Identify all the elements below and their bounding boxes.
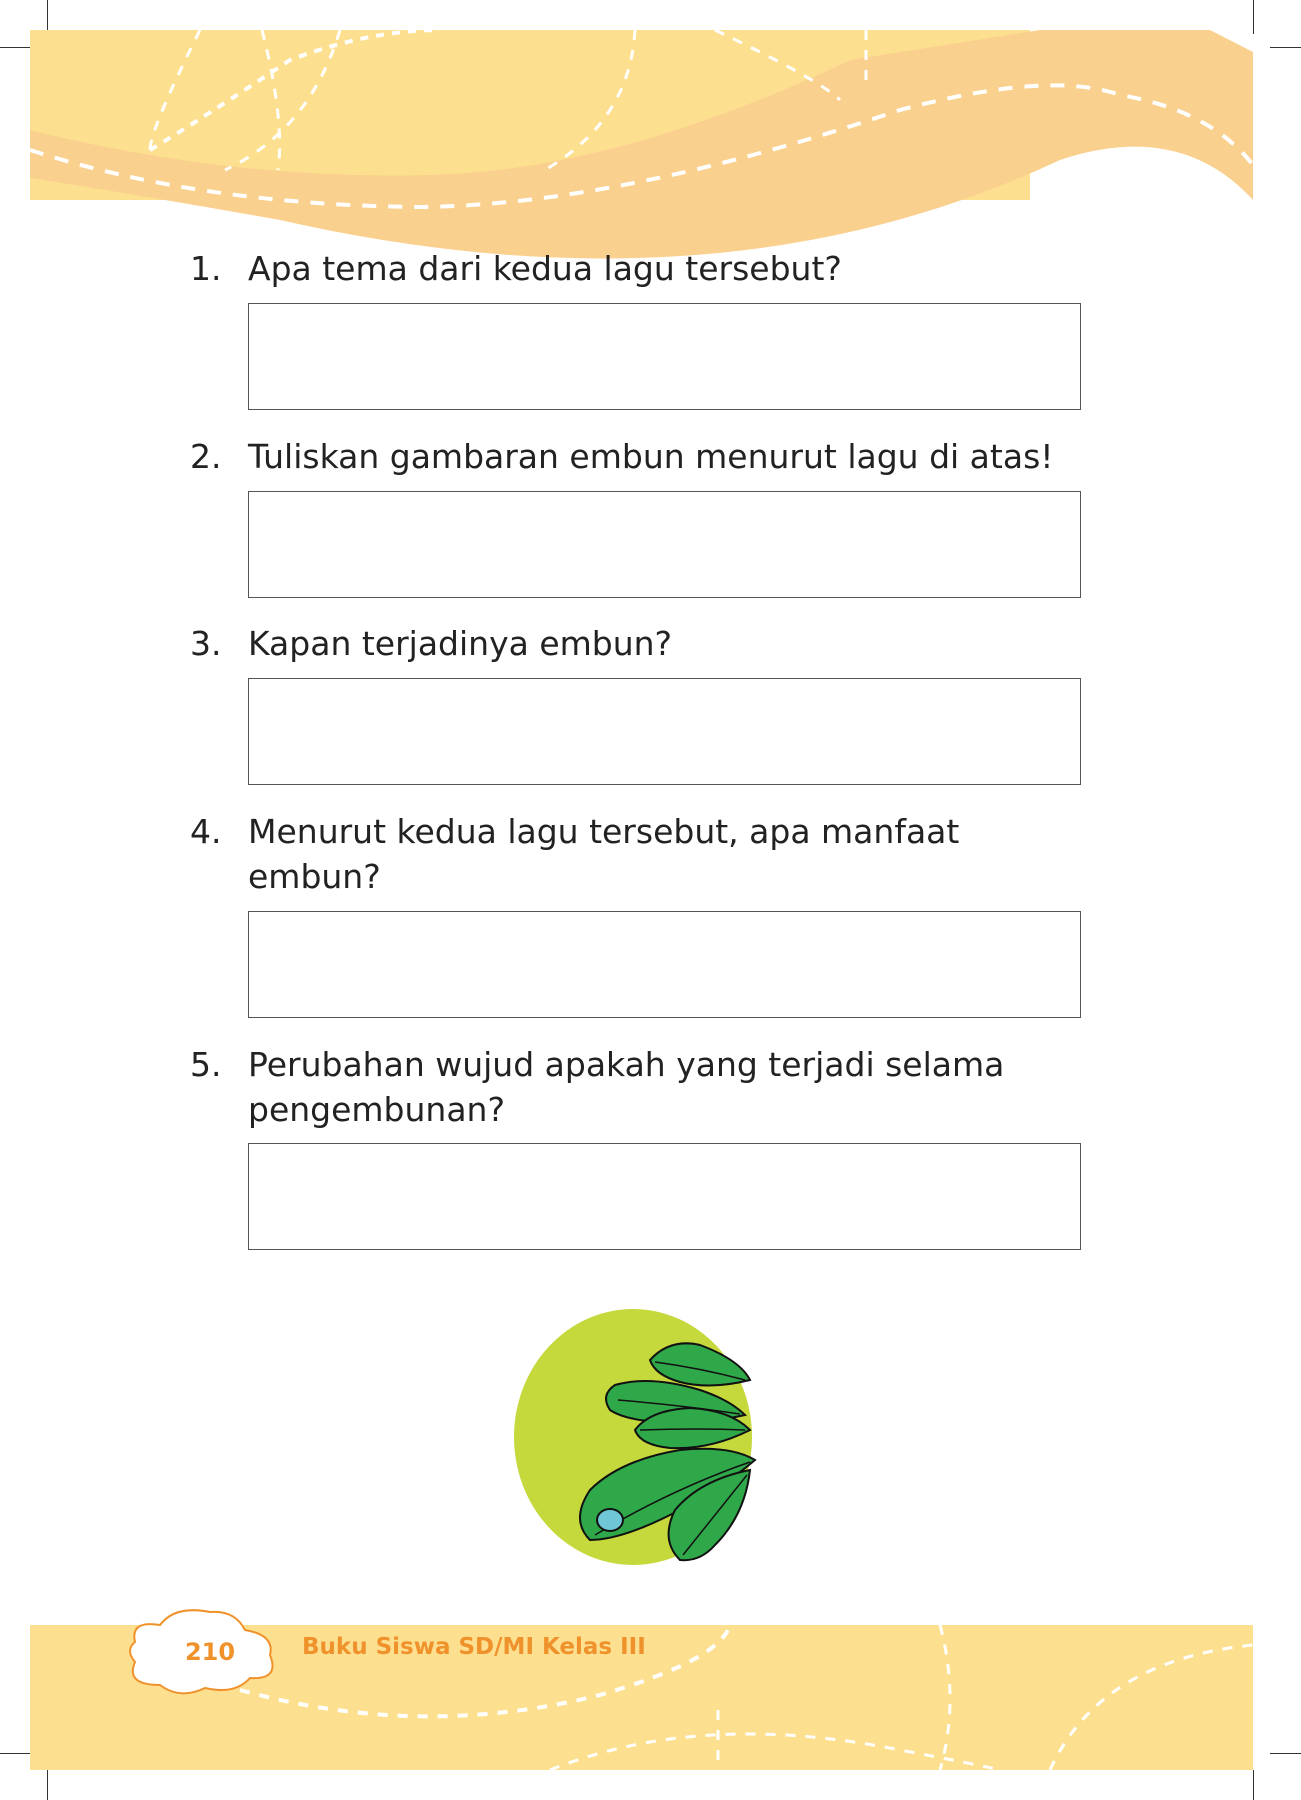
question-text: Apa tema dari kedua lagu tersebut? (248, 249, 842, 288)
header-wave-decoration (0, 0, 1301, 260)
question-number: 3. (190, 624, 222, 663)
dewdrop-icon (597, 1509, 623, 1531)
question-text: Menurut kedua lagu tersebut, apa manfaat embun? (248, 812, 960, 896)
question-number: 2. (190, 437, 222, 476)
question-text: Perubahan wujud apakah yang terjadi selama pengembunan? (248, 1045, 1005, 1129)
question-number: 1. (190, 249, 222, 288)
answer-box-4[interactable] (248, 911, 1081, 1018)
question-text: Kapan terjadinya embun? (248, 624, 673, 663)
question-number: 5. (190, 1045, 222, 1084)
answer-box-3[interactable] (248, 678, 1081, 785)
answer-box-5[interactable] (248, 1143, 1081, 1250)
answer-box-1[interactable] (248, 303, 1081, 410)
page-number: 210 (184, 1638, 236, 1666)
footer-band-decoration (0, 1600, 1301, 1780)
book-title: Buku Siswa SD/MI Kelas III (302, 1634, 646, 1660)
answer-box-2[interactable] (248, 491, 1081, 598)
question-number: 4. (190, 812, 222, 851)
leaves-illustration (500, 1300, 780, 1580)
question-text: Tuliskan gambaran embun menurut lagu di atas! (248, 437, 1054, 476)
